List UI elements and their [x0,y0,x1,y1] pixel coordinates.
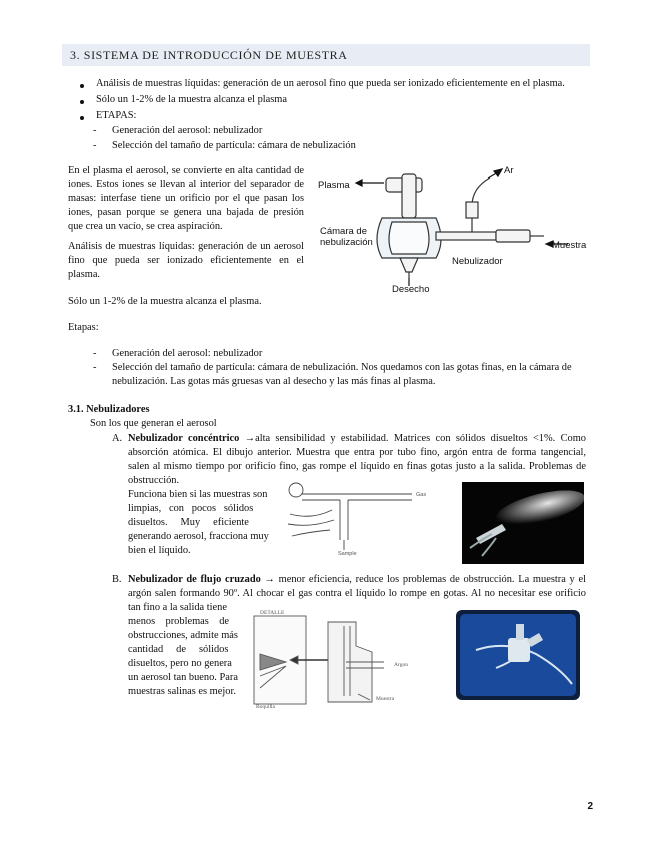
subsection-intro: Son los que generan el aerosol [90,418,217,429]
item-b-body [128,573,586,601]
item-a-side-text [128,488,272,558]
item-b-line: argón salen formando 90º. Al chocar el gas contra el líquido lo rompe en gotas. Al no necesitar ese orificio [128,588,586,599]
subsection-title: 3.1. Nebulizadores [68,404,150,415]
concentric-nebulizer-figure [282,480,450,556]
dash-marker: - [93,348,97,359]
crossflow-nebulizer-figure [246,606,442,710]
paragraph-line: masas: interfase tiene un orificio por el que pasan los [68,193,304,204]
side-line: un aerosol tan bueno. Para [128,672,238,683]
analysis-paragraph [68,240,304,282]
nebulizer-spray-photo [462,482,584,564]
dash-marker: - [93,140,97,151]
item-a-first-line [128,432,586,446]
paragraph-line: plasma. [68,269,101,280]
paragraph-line: que crea un vacío, se crea aspiración. [68,221,223,232]
side-line: tan fino a la salida tiene [128,602,227,613]
item-a-line: absorción atómica. El dibujo anterior. Muestra que entra por tubo fino, argón entra de forma tangencial, [128,447,586,458]
item-a-line: →alta sensibilidad y estabilidad. Matrices con sólidos disueltos <1%. Como [244,433,586,444]
side-line: disueltos, pero no genera [128,658,232,669]
side-line: obstrucciones, admite más [128,630,238,641]
item-a-marker: A. [112,433,123,444]
label-desecho: Desecho [392,284,430,295]
paragraph-line: iones. Estos iones se llevan al interior del separador de [68,179,304,190]
bullet-item: Sólo un 1-2% de la muestra alcanza el plasma [96,94,288,105]
label-camara-1: Cámara de [320,226,367,237]
bullet-item: ETAPAS: [96,110,137,121]
item-b-first-line [128,573,586,587]
paragraph-line: En el plasma el aerosol, se convierte en alta cantidad de [68,165,304,176]
fig-muestra-label: Muestra [376,696,395,702]
crossflow-nebulizer-photo [456,610,580,700]
etapa-long-item: Generación del aerosol: nebulizador [112,348,263,359]
item-b-title: Nebulizador de flujo cruzado [128,574,261,585]
label-ar: Ar [504,165,514,176]
fig-detalle-label: DETALLE [260,610,285,616]
label-camara-2: nebulización [320,237,373,248]
etapa-item: Generación del aerosol: nebulizador [112,125,263,136]
label-plasma: Plasma [318,180,350,191]
label-nebulizador: Nebulizador [452,256,503,267]
fig-gas-label: Gas [416,492,427,498]
only-text: Sólo un 1-2% de la muestra alcanza el plasma. [68,296,262,307]
bullet-dot [80,100,84,104]
item-b-marker: B. [112,574,122,585]
etapa-item: Selección del tamaño de partícula: cámara de nebulización [112,140,356,151]
paragraph-line: iones, pasan porque se genera una bajada de presión [68,207,304,218]
item-a-line: salen al mismo tiempo por orificio fino, gas rompe el líquido en finas gotas justo a la salida. Problemas de [128,461,586,472]
spray-chamber-diagram [312,160,588,296]
side-line: menos problemas de [128,616,229,627]
dash-marker: - [93,362,97,373]
item-b-line: → menor eficiencia, reduce los problemas de obstrucción. La muestra y el [264,574,586,585]
fig-sample-label: Sample [338,551,357,556]
fig-boquilla-label: Boquilla [256,704,275,710]
side-line: muestras salinas es mejor. [128,686,236,697]
side-line: limpias, con pocos sólidos [128,503,254,514]
item-a-line: obstrucción. [128,475,180,486]
paragraph-line: Análisis de muestras líquidas: generación de un aerosol [68,241,304,252]
bullet-item: Análisis de muestras líquidas: generación de un aerosol fino que pueda ser ionizado eficientemente en el plasma. [96,78,565,89]
etapas-label: Etapas: [68,322,99,333]
dash-marker: - [93,125,97,136]
bullet-dot [80,84,84,88]
side-line: cantidad de sólidos [128,644,229,655]
side-line: Funciona bien si las muestras son [128,489,268,500]
etapa-long-item: Selección del tamaño de partícula: cámara de nebulización. Nos quedamos con las gotas finas, en la cámara de [112,362,572,373]
page-number: 2 [587,801,593,812]
paragraph-line: fino que pueda ser ionizado eficientemente en el [68,255,304,266]
side-line: bien el líquido. [128,545,191,556]
etapa-long-item: nebulización. Las gotas más gruesas van al desecho y las más finas al plasma. [112,376,436,387]
intro-paragraph [68,164,304,234]
item-a-title: Nebulizador concéntrico [128,433,240,444]
section-title: 3. SISTEMA DE INTRODUCCIÓN DE MUESTRA [70,48,348,62]
fig-argon-label: Argon [394,662,408,668]
side-line: disueltos. Muy eficiente [128,517,249,528]
item-b-side-text [128,601,242,699]
bullet-dot [80,116,84,120]
label-muestra: Muestra [552,240,587,251]
side-line: generando aerosol, fracciona muy [128,531,269,542]
